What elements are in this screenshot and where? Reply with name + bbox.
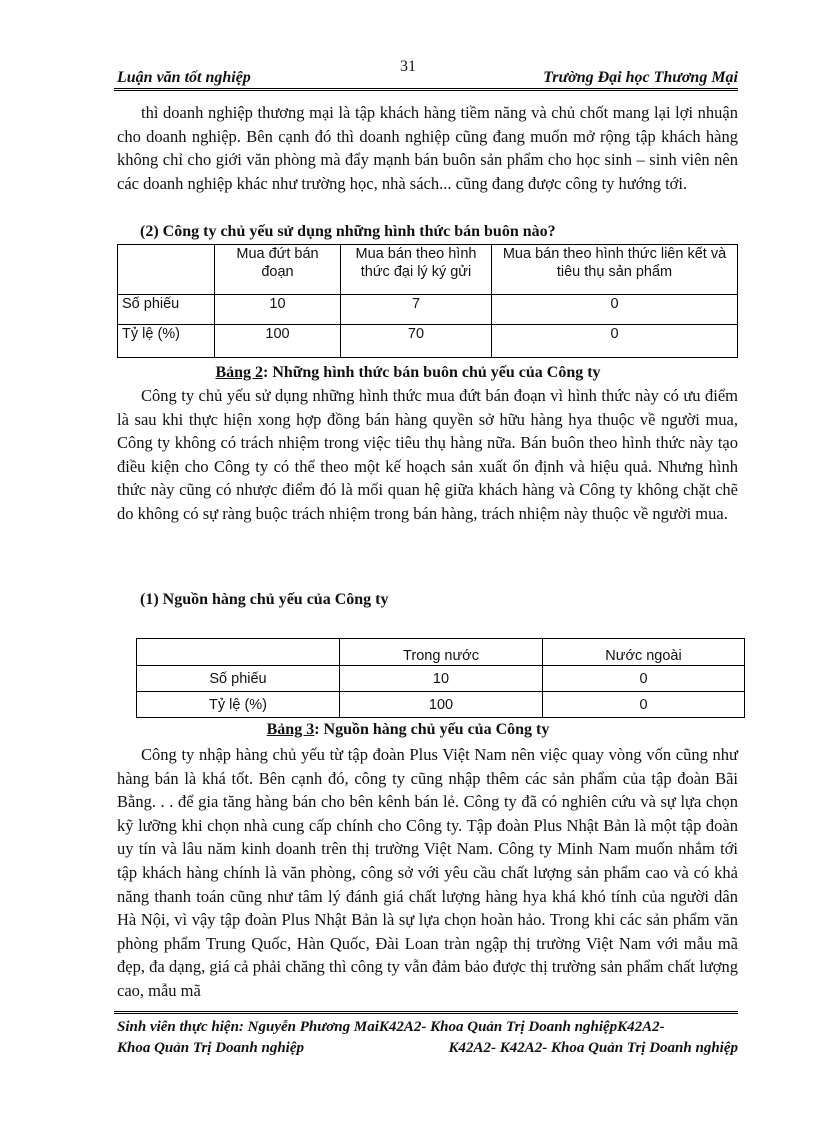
- paragraph-2-text: Công ty chủ yếu sử dụng những hình thức mua đứt bán đoạn vì hình thức này có ưu điểm là sau khi thực hiện xong hợp đồng bán hàng quyền sở hữu hàng hya thuộc về người mua, Công ty không có trách nhiệm trong việc tiêu thụ hàng nữa. Bán buôn theo hình thức này tạo điều kiện cho Công ty có thể theo một kế hoạch sản xuất ổn định và hiệu quả. Nhưng hình thức này cũng có nhược điểm đó là mối quan hệ giữa khách hàng và Công ty không chặt chẽ do không có sự ràng buộc trách nhiệm trong bán hàng, trách nhiệm này thuộc về người mua.: [117, 386, 738, 523]
- paragraph-3-text: Công ty nhập hàng chủ yếu từ tập đoàn Plus Việt Nam nên việc quay vòng vốn cũng như hàng bán là khá tốt. Bên cạnh đó, công ty cũng nhập thêm các sản phẩm của tập đoàn Bãi Bằng. . . để gia tăng hàng bán cho bên kênh bán lẻ. Công ty đã có nghiên cứu và sự lựa chọn kỹ lưỡng khi chọn nhà cung cấp chính cho Công ty. Tập đoàn Plus Nhật Bản là một tập đoàn uy tín và lâu năm kinh doanh trên thị trường Việt Nam. Công ty Minh Nam muốn nhắm tới tập khách hàng chính là văn phòng, công sở với yêu cầu chất lượng sản phẩm cao và có khả năng thanh toán cũng như tâm lý đánh giá chất lượng hàng hya khá khó tính của người dân Hà Nội, vì vậy tập đoàn Plus Nhật Bản là sự lựa chọn hoàn hảo. Trong khi các sản phẩm văn phòng phẩm Trung Quốc, Hàn Quốc, Đài Loan tràn ngập thị trường Việt Nam với mẫu mã đẹp, đa dạng, giá cả phải chăng thì công ty vẫn đảm bảo được thị trường sản phẩm chất lượng cao, mẫu mã: [117, 745, 738, 1000]
- paragraph-2: [117, 384, 738, 526]
- table-wholesale-forms: [117, 244, 738, 358]
- table-cell: 0: [492, 295, 738, 325]
- table-header-cell: Trong nước: [340, 639, 543, 666]
- table-header-cell: [137, 639, 340, 666]
- page-number: 31: [400, 58, 416, 75]
- table-cell: Số phiếu: [137, 666, 340, 692]
- table-2-caption: [0, 364, 816, 382]
- table-header-cell: [118, 245, 215, 295]
- header-left-title: Luận văn tốt nghiệp: [117, 69, 251, 86]
- table-cell: Số phiếu: [118, 295, 215, 325]
- table-row: [118, 325, 738, 358]
- table-row: [137, 692, 745, 718]
- table-goods-sources: [136, 638, 745, 718]
- caption-label: Bảng 3: [266, 721, 315, 738]
- footer-rule: [114, 1011, 738, 1014]
- footer-line-1: Sinh viên thực hiện: Nguyễn Phương MaiK42A2- Khoa Quản Trị Doanh nghiệpK42A2-: [117, 1019, 665, 1035]
- header-right-title: Trường Đại học Thương Mại: [543, 69, 738, 86]
- table-cell: 0: [543, 666, 745, 692]
- paragraph-1-text: thì doanh nghiệp thương mại là tập khách hàng tiềm năng và chủ chốt mang lại lợi nhuận cho doanh nghiệp. Bên cạnh đó thì doanh nghiệp cũng đang muốn mở rộng tập khách hàng không chỉ cho giới văn phòng mà đẩy mạnh bán buôn sản phẩm cho học sinh – sinh viên nên các doanh nghiệp khác như trường học, nhà sách... cũng đang được công ty hướng tới.: [117, 103, 738, 193]
- paragraph-3: [117, 743, 738, 1003]
- table-cell: 100: [215, 325, 341, 358]
- table-cell: Tỷ lệ (%): [137, 692, 340, 718]
- question-2-heading: (2) Công ty chủ yếu sử dụng những hình thức bán buôn nào?: [140, 223, 556, 240]
- table-cell: 0: [543, 692, 745, 718]
- table-header-row: [137, 639, 745, 666]
- table-row: [137, 666, 745, 692]
- footer-line-2-right: K42A2- K42A2- Khoa Quản Trị Doanh nghiệp: [448, 1040, 738, 1056]
- table-row: [118, 295, 738, 325]
- caption-label: Bảng 2: [215, 364, 264, 381]
- table-cell: 0: [492, 325, 738, 358]
- table-header-cell: Mua đứt bán đoạn: [215, 245, 341, 295]
- table-header-cell: Mua bán theo hình thức liên kết và tiêu thụ sản phẩm: [492, 245, 738, 295]
- table-cell: 70: [341, 325, 492, 358]
- footer-line-2-left: Khoa Quản Trị Doanh nghiệp: [117, 1040, 305, 1056]
- header-rule: [114, 88, 738, 91]
- table-header-cell: Nước ngoài: [543, 639, 745, 666]
- caption-text: : Nguồn hàng chủ yếu của Công ty: [314, 721, 550, 738]
- table-cell: Tỷ lệ (%): [118, 325, 215, 358]
- table-cell: 7: [341, 295, 492, 325]
- table-3-caption: [0, 721, 816, 739]
- question-1-heading: (1) Nguồn hàng chủ yếu của Công ty: [140, 591, 389, 608]
- table-header-row: [118, 245, 738, 295]
- table-header-cell: Mua bán theo hình thức đại lý ký gửi: [341, 245, 492, 295]
- table-cell: 100: [340, 692, 543, 718]
- table-cell: 10: [215, 295, 341, 325]
- paragraph-1: [117, 101, 738, 195]
- caption-text: : Những hình thức bán buôn chủ yếu của Công ty: [263, 364, 601, 381]
- table-cell: 10: [340, 666, 543, 692]
